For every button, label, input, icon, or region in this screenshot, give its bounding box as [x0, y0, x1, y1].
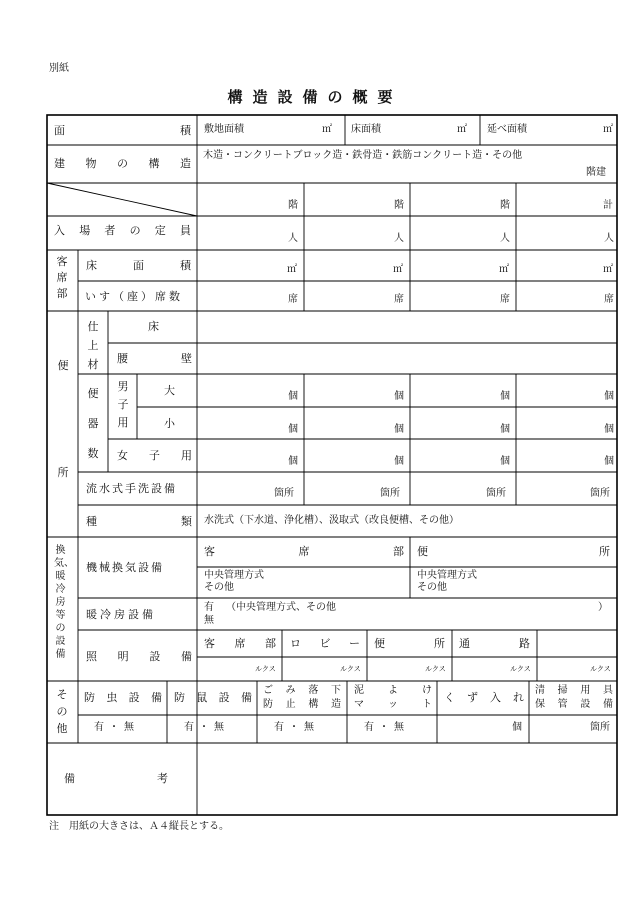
capacity-unit-1: 人	[288, 233, 298, 244]
mat-line2: マ ッ ト	[354, 699, 432, 710]
mat-yes-no: 有・無	[364, 722, 409, 733]
large-unit-4: 個	[604, 391, 614, 402]
handwash-unit-3: 箇所	[486, 488, 506, 499]
capacity-label: 入 場 者 の 定 員	[54, 224, 191, 237]
vent-toilet-other: その他	[417, 582, 447, 593]
lux-unit-2: ルクス	[340, 665, 361, 673]
large-unit-2: 個	[394, 391, 404, 402]
storage-line1: 清 掃 用 具	[535, 685, 613, 696]
vent-toilet-area: 便 所	[417, 545, 610, 558]
page-title: 構造設備の概要	[227, 88, 403, 106]
seating-area-unit-1: ㎡	[287, 264, 297, 275]
building-structure-label: 建 物 の 構 造	[54, 157, 191, 170]
total-floor-area-label: 延べ面積	[487, 124, 527, 135]
female-label: 女 子 用	[117, 449, 192, 462]
heating-close: ）	[598, 602, 608, 613]
female-unit-4: 個	[604, 456, 614, 467]
capacity-unit-4: 人	[604, 233, 614, 244]
seat-unit-3: 席	[500, 294, 510, 305]
footer-note: 注 用紙の大きさは、Ａ４縦長とする。	[49, 821, 229, 832]
small-unit-2: 個	[394, 424, 404, 435]
insect-label: 防 虫 設 備	[84, 691, 162, 704]
storage-unit: 箇所	[590, 722, 610, 733]
lux-unit-1: ルクス	[255, 665, 276, 673]
heating-label: 暖冷房設備	[86, 608, 156, 621]
light-toilet: 便 所	[374, 637, 445, 650]
heating-yes: 有	[204, 602, 214, 613]
mat-line1: 泥 よ け	[354, 685, 432, 696]
light-seating: 客 席 部	[204, 637, 276, 650]
story-suffix: 階建	[586, 167, 606, 178]
toilet-type-options: 水洗式（下水道、浄化槽）、汲取式（改良便槽、その他）	[204, 515, 459, 526]
seating-area-unit-3: ㎡	[499, 264, 509, 275]
female-unit-2: 個	[394, 456, 404, 467]
handwash-unit-1: 箇所	[274, 488, 294, 499]
insect-yes-no: 有・無	[94, 722, 139, 733]
female-unit-1: 個	[288, 456, 298, 467]
floor-area-label: 床面積	[351, 124, 381, 135]
large-unit-3: 個	[500, 391, 510, 402]
lux-unit-5: ルクス	[590, 665, 611, 673]
floor-area-unit: ㎡	[457, 124, 467, 135]
small-unit-4: 個	[604, 424, 614, 435]
toilet-group-label: 便 所	[57, 359, 69, 479]
vent-toilet-central: 中央管理方式	[417, 570, 477, 581]
hvac-group-label: 換気、暖冷房等の設備	[54, 545, 74, 660]
vent-seating-other: その他	[204, 582, 234, 593]
capacity-unit-2: 人	[394, 233, 404, 244]
large-label: 大	[164, 384, 175, 397]
seating-group-label: 客席部	[56, 255, 68, 300]
heating-detail: （中央管理方式、その他	[226, 602, 336, 613]
seat-unit-1: 席	[288, 294, 298, 305]
trash-unit: 個	[512, 722, 522, 733]
attachment-label: 別紙	[49, 63, 69, 74]
chute-line1: ご み 落 下	[263, 685, 341, 696]
rodent-label: 防 鼠 設 備	[174, 691, 252, 704]
handwash-label: 流水式手洗設備	[86, 482, 177, 495]
seat-unit-4: 席	[604, 294, 614, 305]
chute-yes-no: 有・無	[274, 722, 319, 733]
seating-area-unit-2: ㎡	[393, 264, 403, 275]
toilet-type-label: 種 類	[86, 515, 192, 528]
handwash-unit-4: 箇所	[590, 488, 610, 499]
total-floor-area-unit: ㎡	[603, 124, 613, 135]
heating-no: 無	[204, 615, 214, 626]
floor-unit-3: 階	[500, 200, 510, 211]
structure-options: 木造・コンクリートブロック造・鉄骨造・鉄筋コンクリート造・その他	[203, 150, 523, 161]
trash-label: く ず 入 れ	[444, 691, 524, 704]
lux-unit-3: ルクス	[425, 665, 446, 673]
floor-total: 計	[603, 200, 613, 211]
female-unit-3: 個	[500, 456, 510, 467]
site-area-unit: ㎡	[322, 124, 332, 135]
small-label: 小	[164, 417, 175, 430]
remarks-label: 備 考	[64, 772, 168, 785]
floor-finish-label: 床	[148, 320, 159, 333]
lighting-label: 照 明 設 備	[86, 650, 192, 663]
lux-unit-4: ルクス	[510, 665, 531, 673]
seating-area-unit-4: ㎡	[603, 264, 613, 275]
light-passage: 通 路	[459, 637, 530, 650]
floor-unit-1: 階	[288, 200, 298, 211]
small-unit-3: 個	[500, 424, 510, 435]
seating-floor-area-label: 床 面 積	[86, 259, 191, 272]
finish-label: 仕上材	[87, 320, 99, 371]
male-label: 男子用	[117, 380, 129, 429]
floor-unit-2: 階	[394, 200, 404, 211]
vent-seating-area: 客 席 部	[204, 545, 404, 558]
large-unit-1: 個	[288, 391, 298, 402]
site-area-label: 敷地面積	[204, 124, 244, 135]
vent-seating-central: 中央管理方式	[204, 570, 264, 581]
wainscot-label: 腰 壁	[117, 352, 192, 365]
handwash-unit-2: 箇所	[380, 488, 400, 499]
storage-line2: 保 管 設 備	[535, 699, 613, 710]
light-lobby: ロ ビ ー	[290, 637, 360, 650]
other-group-label: その他	[56, 688, 68, 735]
chute-line2: 防 止 構 造	[263, 699, 341, 710]
small-unit-1: 個	[288, 424, 298, 435]
mech-vent-label: 機械換気設備	[86, 561, 164, 574]
seat-unit-2: 席	[394, 294, 404, 305]
rodent-yes-no: 有・無	[184, 722, 229, 733]
area-label: 面 積	[54, 124, 191, 137]
fixtures-label: 便器数	[87, 387, 99, 460]
seats-label: いす（座）席数	[85, 290, 183, 303]
capacity-unit-3: 人	[500, 233, 510, 244]
